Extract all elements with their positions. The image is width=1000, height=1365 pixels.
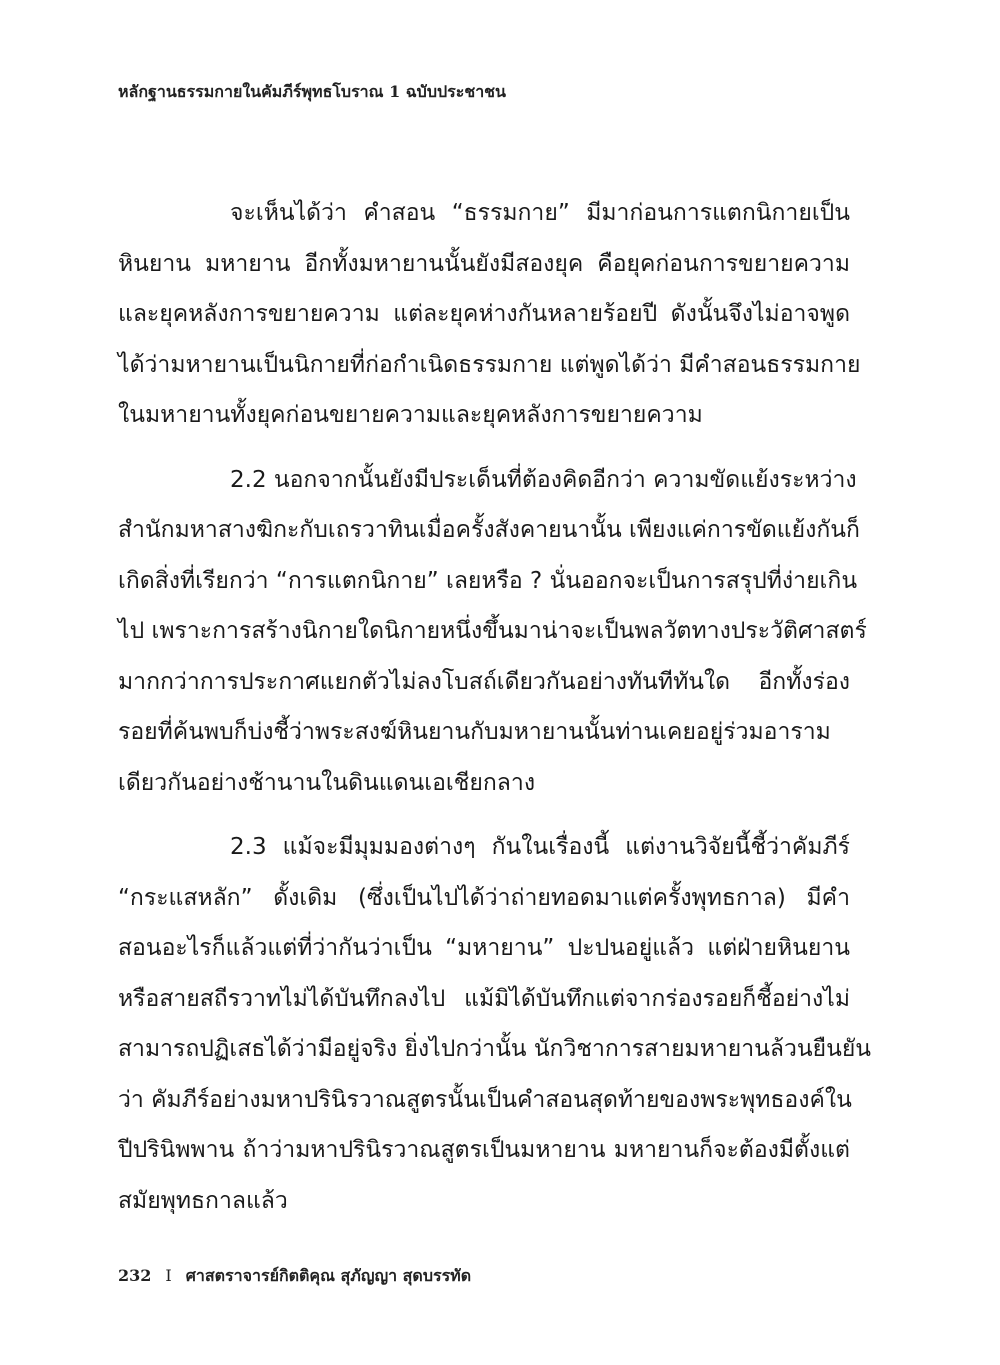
running-header: หลักฐานธรรมกายในคัมภีร์พุทธโบราณ 1 ฉบับประชาชน (118, 82, 506, 101)
text-line: จะเห็นได้ว่า คำสอน “ธรรมกาย” มีมาก่อนการแตกนิกายเป็น (230, 200, 850, 226)
paragraph-2-2 (118, 455, 867, 809)
text-line: เกิดสิ่งที่เรียกว่า “การแตกนิกาย” เลยหรือ ? นั่นออกจะเป็นการสรุปที่ง่ายเกิน (118, 567, 858, 594)
text-line: สำนักมหาสางฆิกะกับเถรวาทินเมื่อครั้งสังคายนานั้น เพียงแค่การขัดแย้งกันก็ (118, 517, 860, 543)
text-line: 2.3 แม้จะมีมุมมองต่างๆ กันในเรื่องนี้ แต่งานวิจัยนี้ชี้ว่าคัมภีร์ (230, 834, 850, 860)
text-line: ว่า คัมภีร์อย่างมหาปรินิรวาณสูตรนั้นเป็นคำสอนสุดท้ายของพระพุทธองค์ใน (118, 1086, 852, 1113)
paragraph-1 (118, 188, 861, 441)
text-line: รอยที่ค้นพบก็บ่งชี้ว่าพระสงฆ์หินยานกับมหายานนั้นท่านเคยอยู่ร่วมอาราม (118, 719, 831, 745)
text-line: ไป เพราะการสร้างนิกายใดนิกายหนึ่งขึ้นมาน่าจะเป็นพลวัตทางประวัติศาสตร์ (118, 618, 867, 644)
text-line: สามารถปฏิเสธได้ว่ามีอยู่จริง ยิ่งไปกว่านั้น นักวิชาการสายมหายานล้วนยืนยัน (118, 1036, 872, 1062)
text-line: หินยาน มหายาน อีกทั้งมหายานนั้นยังมีสองยุค คือยุคก่อนการขยายความ (118, 250, 850, 277)
text-line: เดียวกันอย่างช้านานในดินแดนเอเชียกลาง (118, 769, 536, 796)
text-line: หรือสายสถีรวาทไม่ได้บันทึกลงไป แม้มิได้บันทึกแต่จากร่องรอยก็ชี้อย่างไม่ (118, 985, 850, 1012)
footer-author: ศาสตราจารย์กิตติคุณ สุภัญญา สุดบรรทัด (185, 1266, 472, 1285)
text-line: สมัยพุทธกาลแล้ว (118, 1187, 288, 1214)
page-number: 232 (118, 1266, 152, 1285)
page-footer (118, 1262, 471, 1290)
text-line: ปีปรินิพพาน ถ้าว่ามหาปรินิรวาณสูตรเป็นมหายาน มหายานก็จะต้องมีตั้งแต่ (118, 1137, 850, 1163)
paragraph-2-3 (118, 822, 872, 1226)
text-line: ได้ว่ามหายานเป็นนิกายที่ก่อกำเนิดธรรมกาย แต่พูดได้ว่า มีคำสอนธรรมกาย (118, 351, 861, 378)
text-line: 2.2 นอกจากนั้นยังมีประเด็นที่ต้องคิดอีกว่า ความขัดแย้งระหว่าง (230, 466, 857, 493)
body-text (118, 188, 872, 1226)
text-line: และยุคหลังการขยายความ แต่ละยุคห่างกันหลายร้อยปี ดังนั้นจึงไม่อาจพูด (118, 301, 850, 327)
text-line: ในมหายานทั้งยุคก่อนขยายความและยุคหลังการขยายความ (118, 402, 703, 428)
footer-separator: I (165, 1266, 172, 1285)
text-line: “กระแสหลัก” ดั้งเดิม (ซึ่งเป็นไปได้ว่าถ่ายทอดมาแต่ครั้งพุทธกาล) มีคำ (118, 884, 850, 911)
text-line: สอนอะไรก็แล้วแต่ที่ว่ากันว่าเป็น “มหายาน” ปะปนอยู่แล้ว แต่ฝ่ายหินยาน (118, 935, 850, 961)
text-line: มากกว่าการประกาศแยกตัวไม่ลงโบสถ์เดียวกันอย่างทันทีทันใด อีกทั้งร่อง (118, 668, 850, 695)
